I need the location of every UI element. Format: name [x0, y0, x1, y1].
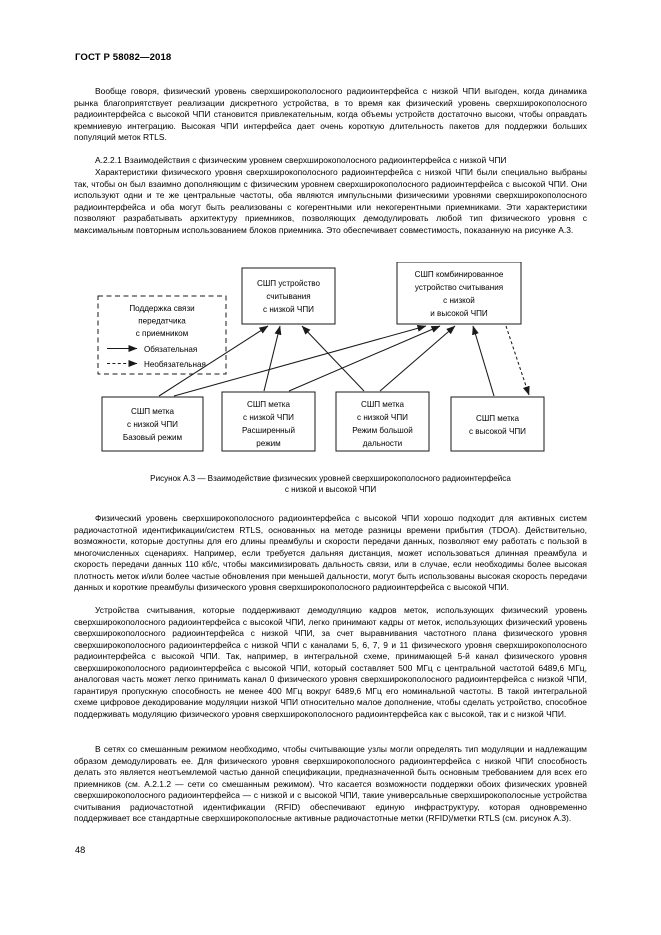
- paragraph-intro: Вообще говоря, физический уровень сверхширокополосного радиоинтерфейса с низкой ЧПИ выгоден, когда динамика рынка благоприятствует реализации дискретного устройства, в то время как физический уровень сверхширокополосного радиоинтерфейса с высокой ЧПИ становится привлекательным, когда объемы устройств достаточно высоки, чтобы оправдать кремниевую интеграцию. Высокая ЧПИ интерфейса дает очень короткую длительность пакетов для поддержки больших популяций меток RTLS.: [74, 86, 587, 143]
- paragraph-high-prf: Физический уровень сверхширокополосного радиоинтерфейса с высокой ЧПИ хорошо подходит для активных систем радиочастотной идентификации/систем RTLS, основанных на методе разницы времени прибытия (TDOA). Действительно, возможности, которые доступны для его длины преамбулы и скорости передачи данных, позволяют ему работать с пользой в многочисленных сценариях. Например, если требуется дальняя дистанция, может использоваться длинная преамбула и скорость передачи данных 110 кб/с, чтобы максимизировать дальность связи, или в случае, если необходимы более высокая плотность меток и/или более частые обновления при меньшей дальности, могут быть использованы высокая скорость передачи данных и короткие преамбулы физического уровня сверхширокополосного радиоинтерфейса с высокой ЧПИ.: [74, 513, 587, 593]
- box-reader-combined-line4: и высокой ЧПИ: [430, 309, 488, 318]
- box-reader-combined-line2: устройство считывания: [414, 283, 504, 292]
- arrow-extended-to-lrp-reader: [264, 326, 280, 391]
- running-head: ГОСТ Р 58082—2018: [75, 52, 172, 63]
- box-reader-low-prf-line1: СШП устройство: [256, 279, 321, 288]
- box-tag-high-prf-border: [451, 397, 544, 451]
- paragraph-mixed-mode: В сетях со смешанным режимом необходимо, чтобы считывающие узлы могли определять тип модуляции и надлежащим образом демодулировать ее. Для физического уровня сверхширокополосного радиоинтерфейса с низкой ЧПИ способность делать это является неотъемлемой частью данной спецификации, предназначенной быть основным требованием для всех его приемников (см. A.2.1.2 — сети со смешанным режимом). Что касается возможности поддержки обоих физических уровней сверхширокополосного радиоинтерфейса — с низкой и с высокой ЧПИ, такие универсальные сверхширокополосные устройства считывания радиочастотной идентификации (RFID) обеспечивают единую инфраструктуру, которая одновременно поддерживает все стандартные сверхширокополосные активные радиочастотные метки (RFID)/метки RTLS (см. рисунок А.3).: [74, 744, 587, 824]
- figure-caption-line-2: с низкой и высокой ЧПИ: [284, 485, 377, 495]
- legend-title-line1: Поддержка связи: [129, 304, 195, 313]
- box-tag-extended-line1: СШП метка: [246, 400, 291, 409]
- legend-dashed-label: Необязательная: [144, 360, 206, 369]
- box-reader-low-prf: [242, 268, 335, 324]
- box-tag-base: [102, 397, 203, 451]
- box-tag-long-range-line4: дальности: [362, 439, 403, 448]
- box-reader-combined-line3: с низкой: [443, 296, 475, 305]
- paragraph-block-3: [74, 513, 587, 594]
- arrow-base-to-combined-reader: [174, 326, 426, 396]
- paragraph-readers: Устройства считывания, которые поддерживают демодуляцию кадров меток, использующих физический уровень сверхширокополосного радиоинтерфейса с высокой ЧПИ, легко принимают кадры от меток, использующих физический уровень сверхширокополосного радиоинтерфейса с низкой ЧПИ, за счет выравнивания частотного плана физического уровня сверхширокополосного радиоинтерфейса с низкой ЧПИ с каналами 5, 6, 7, 9 и 11 физического уровня сверхширокополосного радиоинтерфейса с высокой ЧПИ. Так, например, в интегральной схеме, принимающей 5-й канал физического уровня сверхширокополосного радиоинтерфейса с высокой ЧПИ, который составляет 500 МГц с центральной частотой 6489,6 МГц, аналоговая часть может легко принимать канал 0 физического уровня сверхширокополосного радиоинтерфейса с низкой ЧПИ, гарантируя пропускную способность не менее 400 МГц вокруг 6489,6 МГц его номинальной частоты. В такой интегральной схеме цифровое декодирование модуляции низкой ЧПИ относительно малое дополнение, чтобы сделать устройство, способное поддерживать модуляцию физического уровня сверхширокополосного радиоинтерфейса как с высокой, так и с низкой ЧПИ.: [74, 605, 587, 719]
- paragraph-block-1: [74, 86, 587, 144]
- arrow-highprf-to-combined-reader: [473, 326, 494, 396]
- box-tag-high-prf: [451, 397, 544, 451]
- box-tag-extended-line3: Расширенный: [242, 426, 295, 435]
- box-tag-long-range-line2: с низкой ЧПИ: [357, 413, 408, 422]
- box-tag-long-range-line3: Режим большой: [352, 426, 413, 435]
- figure-caption-line-1: Рисунок А.3 — Взаимодействие физических уровней сверхширокополосного радиоинтерфейса: [150, 474, 511, 483]
- box-tag-extended-line4: режим: [256, 439, 281, 448]
- box-tag-high-prf-line2: с высокой ЧПИ: [469, 427, 526, 436]
- box-tag-extended-line2: с низкой ЧПИ: [243, 413, 294, 422]
- box-tag-base-line3: Базовый режим: [122, 433, 183, 442]
- paragraph-block-4: [74, 605, 587, 720]
- figure-a3: [74, 262, 587, 462]
- figure-a3-diagram: [74, 262, 587, 462]
- legend-solid-label: Обязательная: [144, 345, 198, 354]
- box-reader-low-prf-line3: с низкой ЧПИ: [263, 305, 314, 314]
- legend-title-line2: передатчика: [138, 316, 186, 326]
- heading-block-a221: [74, 155, 587, 167]
- box-reader-combined: [397, 262, 521, 324]
- legend-title-line3: с приемником: [135, 329, 189, 338]
- paragraph-characteristics: Характеристики физического уровня сверхширокополосного радиоинтерфейса с низкой ЧПИ были специально выбраны так, чтобы он был взаимно дополняющим с физическим уровнем сверхширокополосного радиоинтерфейса с высокой ЧПИ. Они используют одни и те же центральные частоты, оба являются импульсными физическими уровнями сверхширокополосного радиоинтерфейса и оба могут быть реализованы с когерентными или некогерентными приемниками. Эти характеристики позволяют разрабатывать архитектуру приемников, позволяющих демодулировать любой тип физического уровня с максимальным повторным использованием блоков приемника. Это обеспечивает совместимость, показанную на рисунке А.3.: [74, 167, 587, 235]
- paragraph-block-5: [74, 744, 587, 825]
- figure-connectors: [159, 326, 529, 396]
- box-reader-low-prf-line2: считывания: [266, 292, 311, 301]
- box-tag-extended: [222, 392, 315, 451]
- arrow-combined-reader-to-highprf-optional: [506, 326, 529, 395]
- box-tag-base-line1: СШП метка: [130, 407, 175, 416]
- box-tag-long-range: [336, 392, 429, 451]
- box-tag-long-range-line1: СШП метка: [360, 400, 405, 409]
- page-number: 48: [75, 845, 86, 855]
- box-reader-combined-line1: СШП комбинированное: [414, 270, 504, 279]
- figure-a3-caption: [74, 473, 587, 496]
- legend-box: [98, 296, 226, 374]
- heading-a-2-2-1: A.2.2.1 Взаимодействия с физическим уровнем сверхширокополосного радиоинтерфейса с низкой ЧПИ: [95, 155, 507, 165]
- box-tag-base-line2: с низкой ЧПИ: [127, 420, 178, 429]
- paragraph-block-2: [74, 167, 587, 236]
- box-tag-high-prf-line1: СШП метка: [475, 414, 520, 423]
